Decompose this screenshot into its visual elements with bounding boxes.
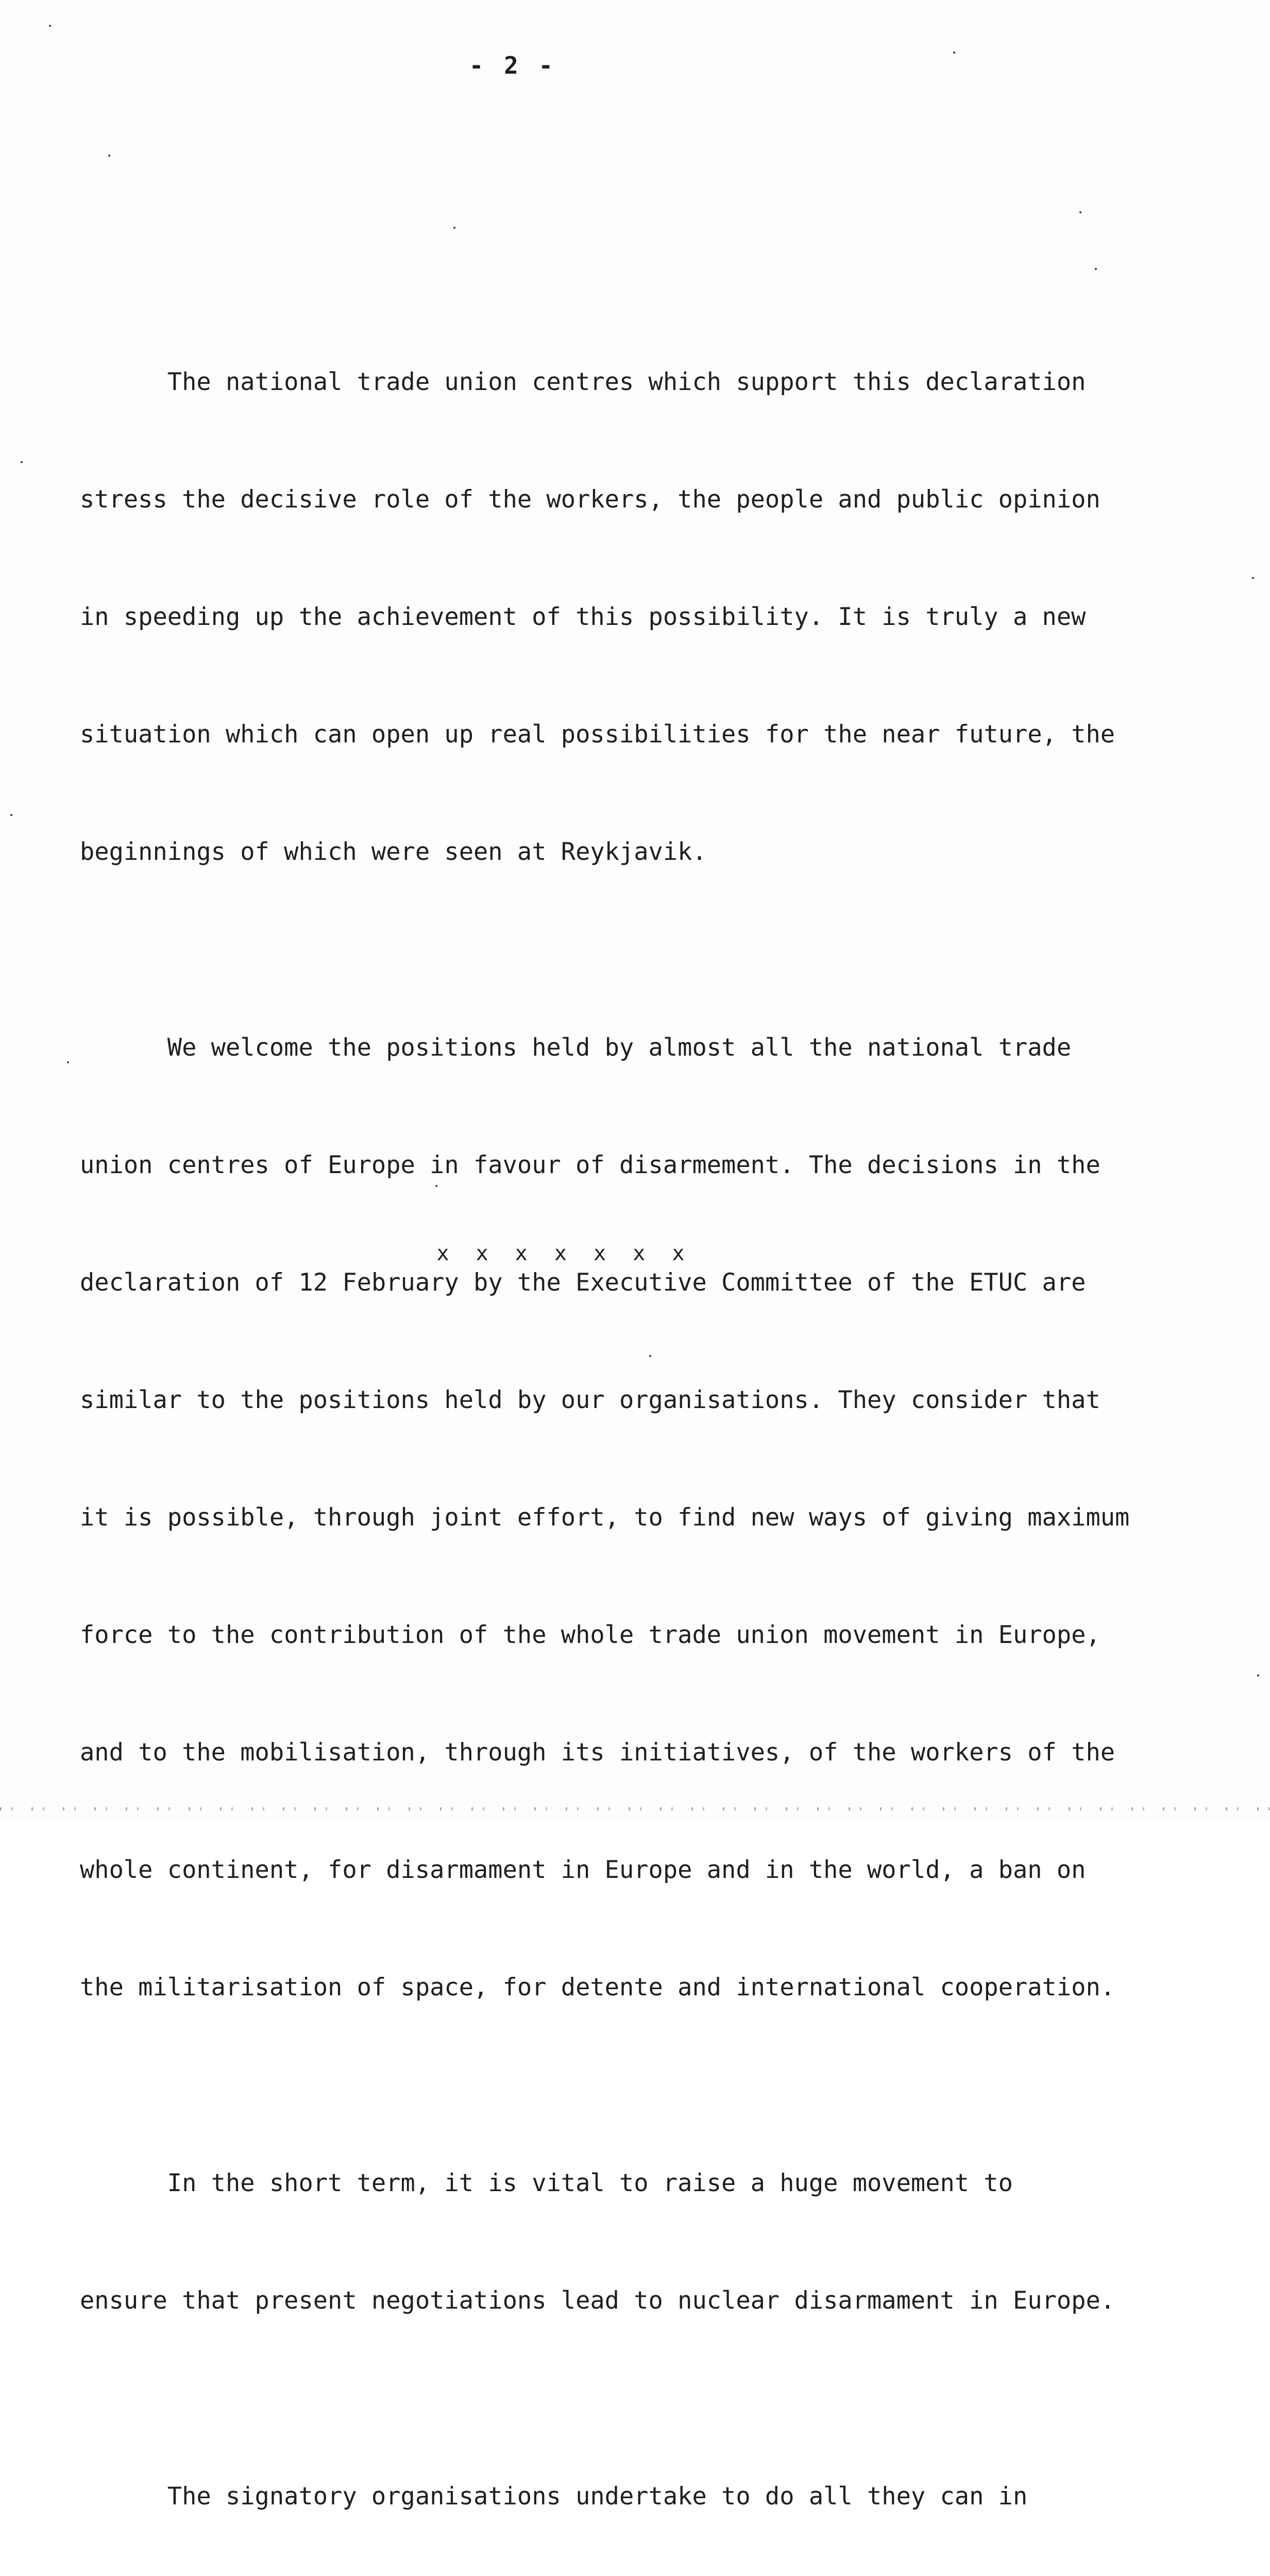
page-number: - 2 - <box>469 52 556 79</box>
text-line: declaration of 12 February by the Executive Committee of the ETUC are <box>80 1268 1086 1297</box>
text-line: it is possible, through joint effort, to find new ways of giving maximum <box>80 1503 1130 1532</box>
text-line: The signatory organisations undertake to do all they can in <box>80 2482 1028 2511</box>
text-line: similar to the positions held by our organisations. They consider that <box>80 1386 1100 1414</box>
scan-speck <box>10 814 12 816</box>
text-line: We welcome the positions held by almost all the national trade <box>80 1033 1072 1062</box>
text-line: whole continent, for disarmament in Europe and in the world, a ban on <box>80 1856 1086 1884</box>
scan-speck <box>1252 577 1254 579</box>
text-line: in speeding up the achievement of this possibility. It is truly a new <box>80 603 1086 631</box>
scan-speck <box>1079 211 1081 213</box>
scan-speck <box>1257 1674 1259 1676</box>
paragraph <box>80 950 1213 2086</box>
closing-mark: x x x x x x x <box>436 1242 692 1265</box>
scan-speck <box>953 52 955 54</box>
scan-speck <box>108 155 110 157</box>
scan-speck <box>453 227 455 229</box>
scan-speck <box>49 25 51 27</box>
scan-speck <box>67 1061 69 1063</box>
text-line: and to the mobilisation, through its initiatives, of the workers of the <box>80 1738 1115 1767</box>
scan-speck <box>435 1185 437 1187</box>
paragraph <box>80 2086 1213 2399</box>
text-line: union centres of Europe in favour of disarmement. The decisions in the <box>80 1151 1100 1179</box>
text-line: ensure that present negotiations lead to nuclear disarmament in Europe. <box>80 2286 1115 2315</box>
scan-speck <box>21 461 23 463</box>
text-line: force to the contribution of the whole trade union movement in Europe, <box>80 1621 1100 1649</box>
document-body <box>80 284 1213 2576</box>
paragraph <box>80 284 1213 950</box>
scan-edge-noise <box>0 1807 1270 1810</box>
text-line: the militarisation of space, for detente and international cooperation. <box>80 1973 1115 2002</box>
text-line: In the short term, it is vital to raise a huge movement to <box>80 2169 1013 2197</box>
text-line: The national trade union centres which support this declaration <box>80 368 1086 396</box>
scan-speck <box>649 1355 651 1357</box>
text-line: beginnings of which were seen at Reykjavik. <box>80 838 707 866</box>
text-line: situation which can open up real possibilities for the near future, the <box>80 720 1115 749</box>
text-line: stress the decisive role of the workers, the people and public opinion <box>80 485 1100 514</box>
scan-speck <box>1095 268 1097 270</box>
paragraph <box>80 2399 1213 2576</box>
